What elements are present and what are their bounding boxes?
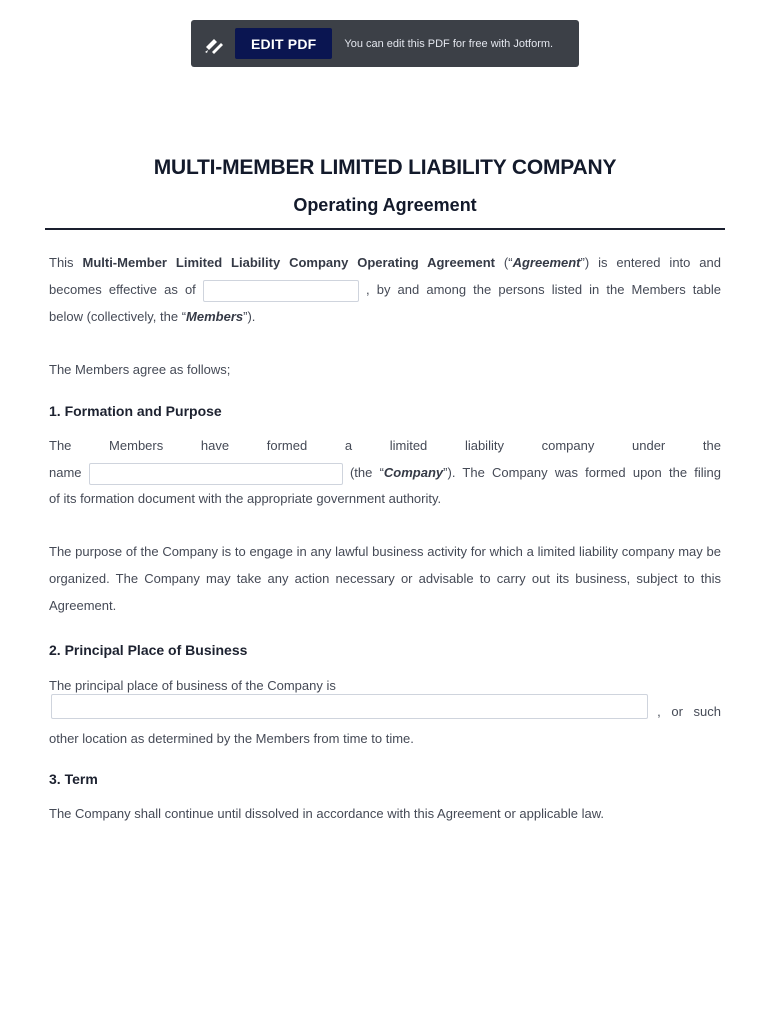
section-3-heading: 3. Term — [49, 771, 98, 787]
section-1-heading: 1. Formation and Purpose — [49, 403, 222, 419]
s1-line-2: name (the “Company”). The Company was formed upon the filing — [49, 459, 721, 486]
s1-purpose-paragraph: The purpose of the Company is to engage in any lawful business activity for which a limited liability company may be organized. The Company may take any action necessary or advisable to carry out its business, subject to this Agreement. — [49, 544, 721, 613]
principal-address-field[interactable] — [51, 694, 648, 719]
title-divider — [45, 228, 725, 230]
edit-pdf-button[interactable]: EDIT PDF — [235, 28, 332, 59]
section-2-heading: 2. Principal Place of Business — [49, 642, 248, 658]
s1-line-1: The Members have formed a limited liability company under the — [49, 438, 721, 453]
jotform-banner — [191, 20, 579, 67]
s2-line-3: other location as determined by the Members from time to time. — [49, 731, 414, 746]
intro-line-3: below (collectively, the “Members”). — [49, 309, 256, 324]
s2-or-such: , or such — [657, 704, 721, 719]
agree-text: The Members agree as follows; — [49, 362, 231, 377]
company-name-field[interactable] — [89, 463, 343, 485]
s2-line-1: The principal place of business of the Company is — [49, 678, 336, 693]
s3-text: The Company shall continue until dissolved in accordance with this Agreement or applicable law. — [49, 806, 604, 821]
s2-line-2 — [49, 696, 721, 723]
document-title: MULTI-MEMBER LIMITED LIABILITY COMPANY — [153, 156, 617, 179]
intro-line-1: This Multi-Member Limited Liability Company Operating Agreement (“Agreement”) is entered into and — [49, 255, 721, 270]
banner-message: You can edit this PDF for free with Jotform. — [344, 37, 554, 50]
intro-line-2: becomes effective as of , by and among the persons listed in the Members table — [49, 276, 721, 303]
jotform-pencil-icon — [201, 31, 227, 57]
document-subtitle: Operating Agreement — [293, 195, 477, 215]
effective-date-field[interactable] — [203, 280, 359, 302]
s1-line-3: of its formation document with the appropriate government authority. — [49, 491, 442, 506]
